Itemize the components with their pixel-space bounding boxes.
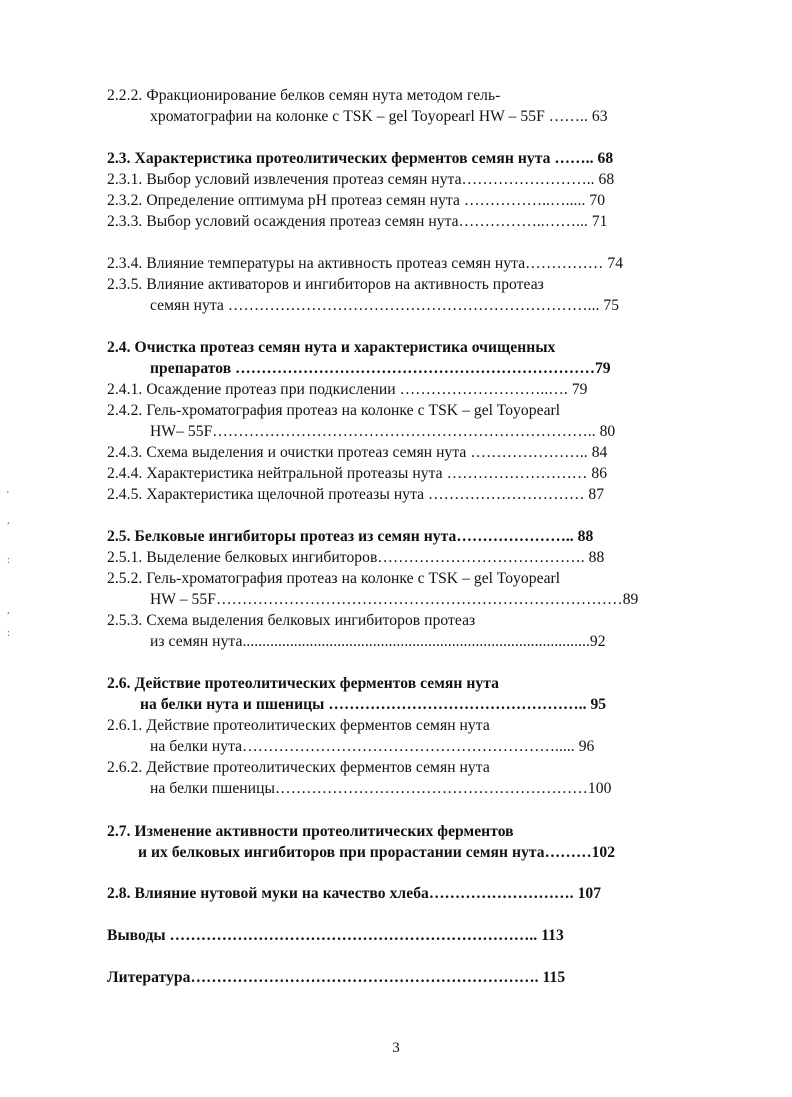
toc-entry-2-6-1-line1: 2.6.1. Действие протеолитических ферментов семян нута [107, 717, 490, 734]
toc-heading-2-4-line2: препаратов ……………………………………………………………79 [150, 360, 611, 377]
toc-entry-2-5-2-line1: 2.5.2. Гель-хроматография протеаз на колонке с TSK – gel Toyopearl [107, 570, 561, 587]
toc-entry-2-3-5-line1: 2.3.5. Влияние активаторов и ингибиторов на активность протеаз [107, 276, 544, 293]
toc-entry-2-6-1-line2: на белки нута……………………………………………………..... 96 [150, 738, 595, 755]
toc-entry-2-5-1: 2.5.1. Выделение белковых ингибиторов…………………………………. 88 [107, 549, 605, 566]
toc-heading-2-3: 2.3. Характеристика протеолитических ферментов семян нута …….. 68 [107, 150, 614, 167]
toc-heading-2-7-line1: 2.7. Изменение активности протеолитических ферментов [107, 823, 514, 840]
toc-heading-2-4-line1: 2.4. Очистка протеаз семян нута и характеристика очищенных [107, 339, 556, 356]
toc-entry-2-4-5: 2.4.5. Характеристика щелочной протеазы нута ………………………… 87 [107, 486, 605, 503]
toc-entry-2-4-4: 2.4.4. Характеристика нейтральной протеазы нута ……………………… 86 [107, 465, 608, 482]
toc-heading-2-5: 2.5. Белковые ингибиторы протеаз из семян нута………………….. 88 [107, 528, 594, 545]
toc-entry-2-3-2: 2.3.2. Определение оптимума рН протеаз семян нута ……………..…..... 70 [107, 192, 606, 209]
toc-heading-2-6-line1: 2.6. Действие протеолитических ферментов семян нута [107, 675, 500, 692]
scan-artifact: : [7, 555, 10, 566]
toc-entry-2-5-3-line1: 2.5.3. Схема выделения белковых ингибиторов протеаз [107, 612, 476, 629]
toc-entry-2-3-4: 2.3.4. Влияние температуры на активность протеаз семян нута…………… 74 [107, 255, 624, 272]
toc-entry-2-3-1: 2.3.1. Выбор условий извлечения протеаз семян нута…………………….. 68 [107, 171, 615, 188]
toc-entry-2-4-1: 2.4.1. Осаждение протеаз при подкислении ………………………..…. 79 [107, 381, 588, 398]
toc-entry-2-3-5-line2: семян нута ……………………………………………………………... 75 [150, 297, 620, 314]
toc-entry-2-3-3: 2.3.3. Выбор условий осаждения протеаз семян нута……………..……... 71 [107, 213, 608, 230]
toc-heading-2-8: 2.8. Влияние нутовой муки на качество хлеба………………………. 107 [107, 885, 602, 902]
scan-artifact: ' [7, 490, 9, 501]
scan-artifact: , [7, 515, 10, 526]
toc-entry-2-4-2-line2: HW– 55F……………………………………………………………….. 80 [150, 423, 616, 440]
toc-literature: Литература…………………………………………………………. 115 [107, 969, 566, 986]
toc-entry-2-6-2-line2: на белки пшеницы……………………………………………………100 [150, 780, 612, 797]
scan-artifact: : [7, 628, 10, 639]
toc-heading-2-6-line2: на белки нута и пшеницы ………………………………………….. 95 [140, 696, 607, 713]
toc-entry-2-5-2-line2: HW – 55F……………………………………………………………………89 [150, 591, 639, 608]
toc-entry-2-4-2-line1: 2.4.2. Гель-хроматография протеаз на колонке с TSK – gel Toyopearl [107, 402, 561, 419]
toc-entry-2-6-2-line1: 2.6.2. Действие протеолитических ферментов семян нута [107, 759, 490, 776]
toc-heading-2-7-line2: и их белковых ингибиторов при прорастании семян нута………102 [138, 844, 616, 861]
page-number: 3 [392, 1040, 400, 1056]
toc-entry-2-2-2-line1: 2.2.2. Фракционирование белков семян нута методом гель- [107, 87, 501, 104]
toc-conclusions: Выводы …………………………………………………………….. 113 [107, 927, 564, 944]
toc-entry-2-5-3-line2: из семян нута........................................................................................92 [150, 633, 606, 650]
toc-entry-2-2-2-line2: хроматографии на колонке с TSK – gel Toyopearl HW – 55F …….. 63 [150, 108, 608, 125]
toc-entry-2-4-3: 2.4.3. Схема выделения и очистки протеаз семян нута ………………….. 84 [107, 444, 608, 461]
scan-artifact: , [7, 605, 10, 616]
